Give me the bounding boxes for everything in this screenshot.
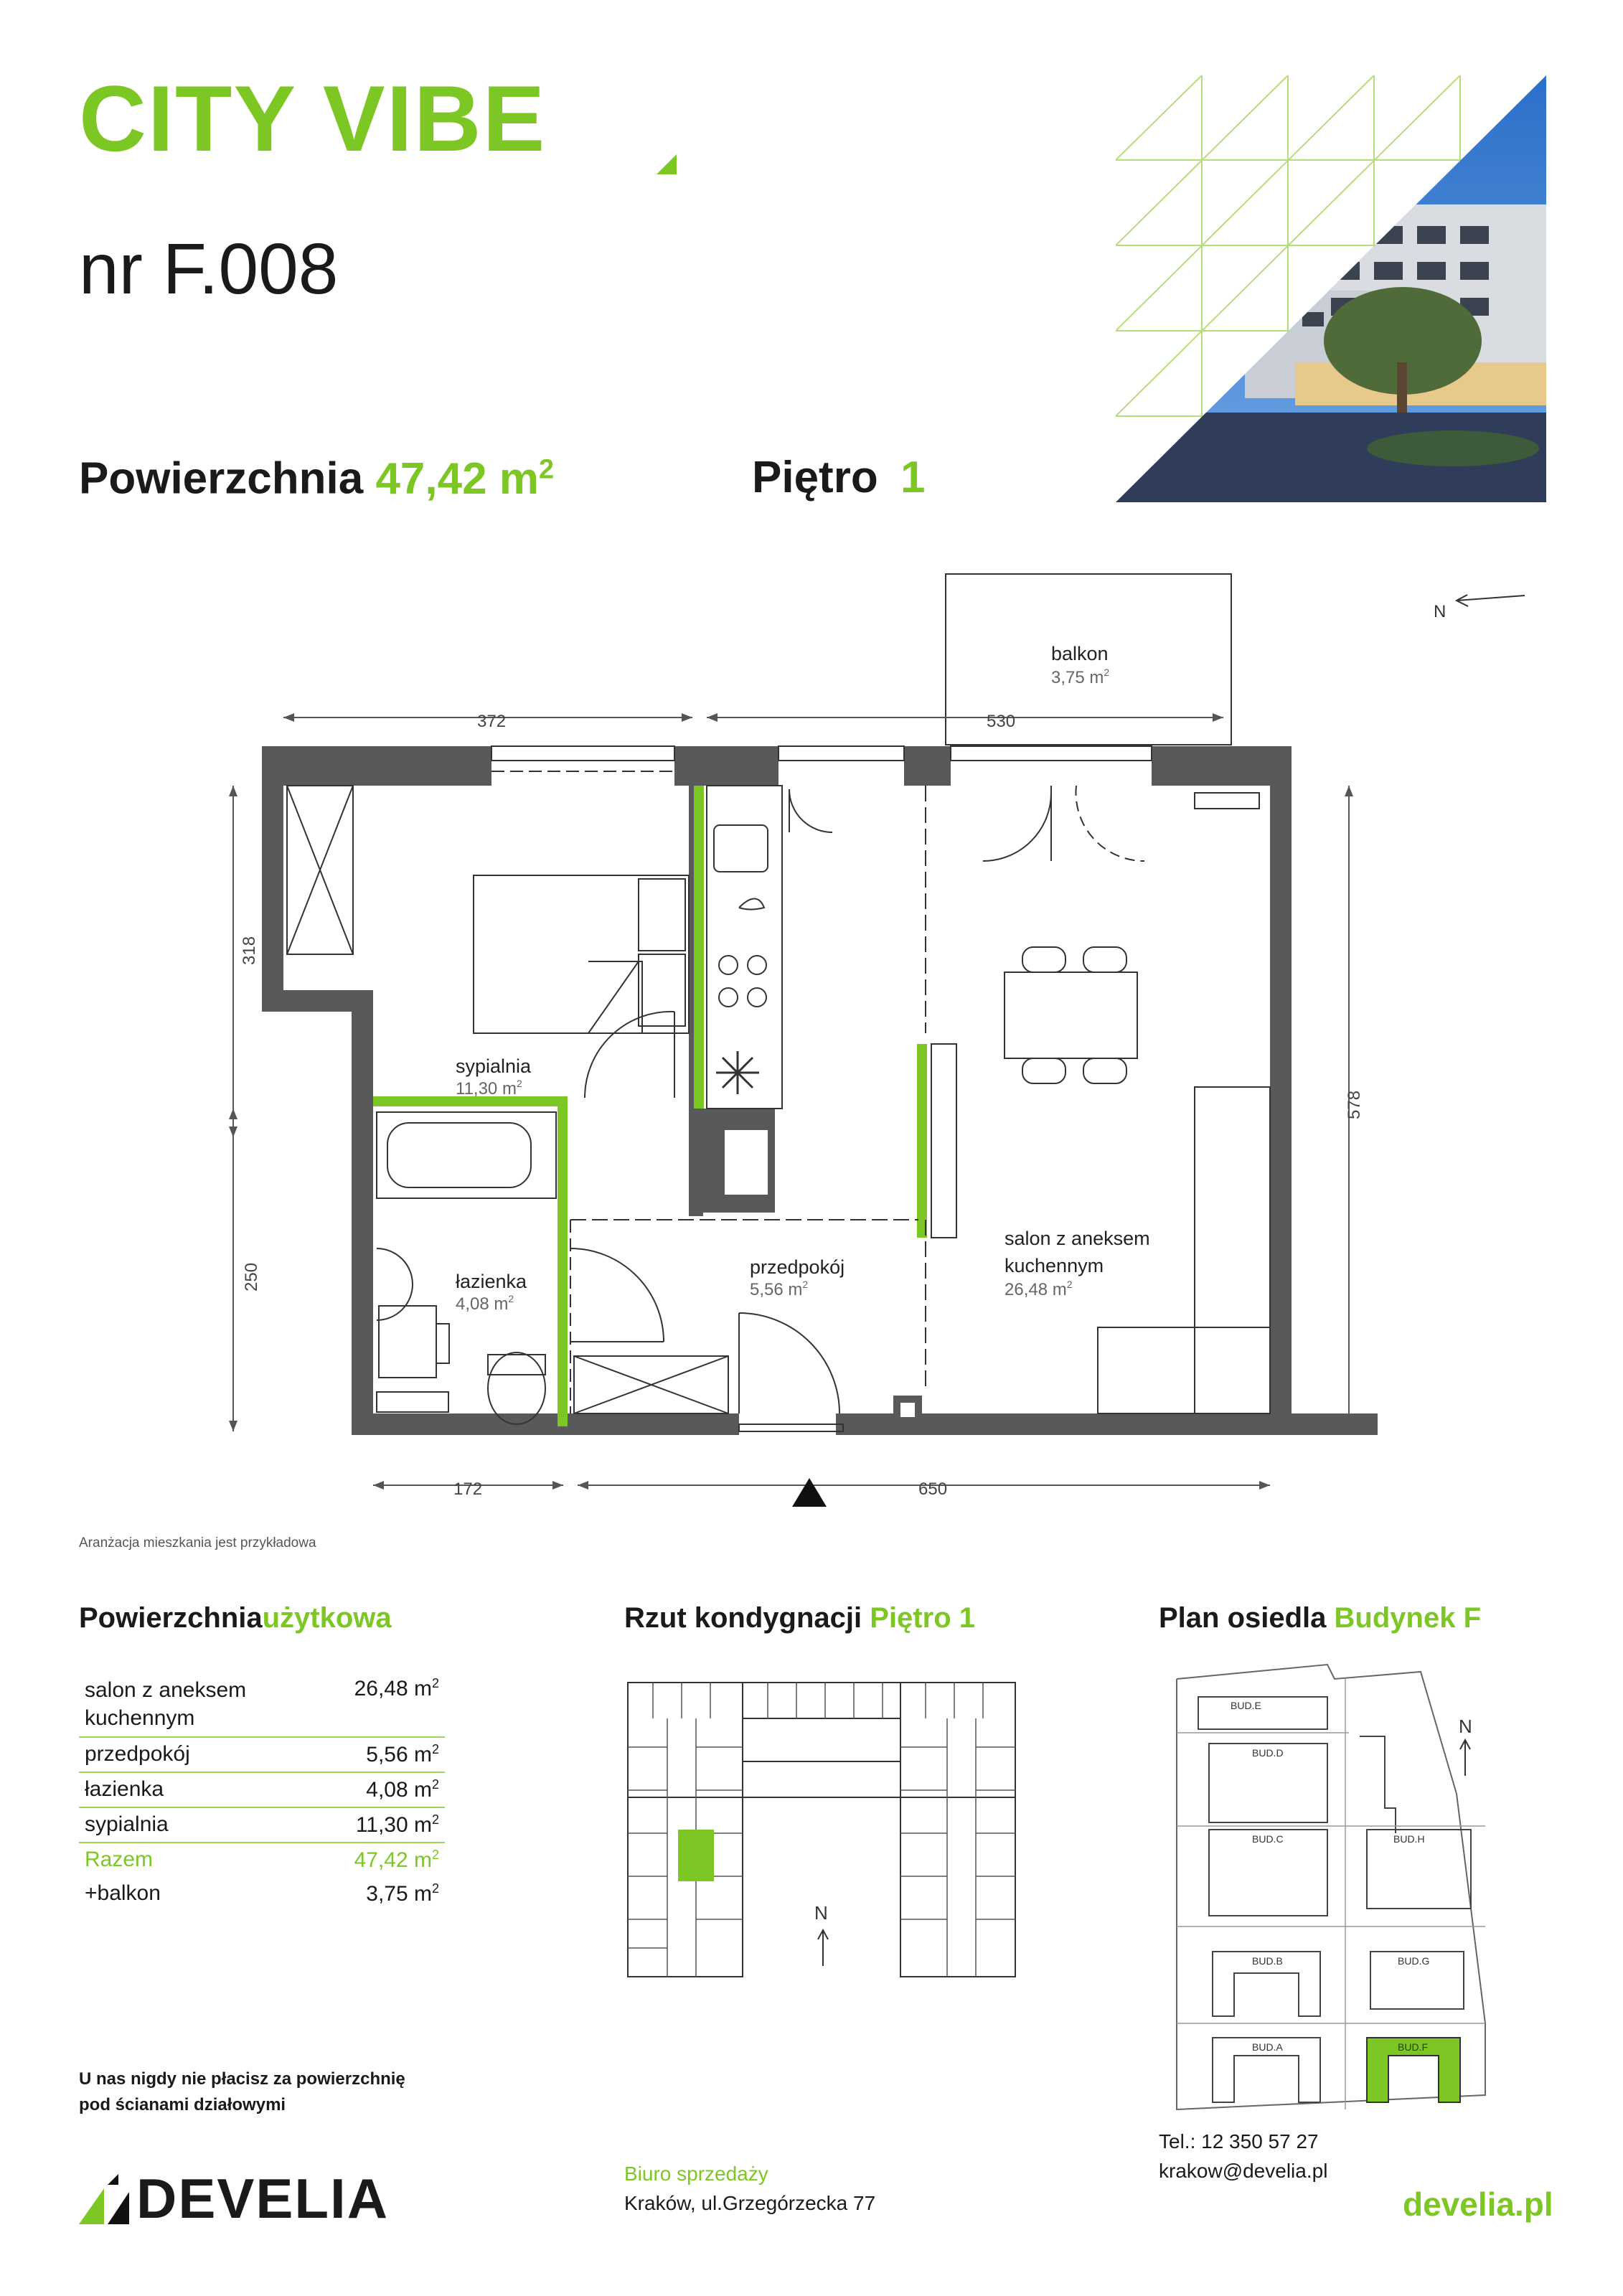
balcony-row (79, 1877, 445, 1911)
row-label: salon z aneksem kuchennym (79, 1672, 327, 1737)
brand-logo-mark (657, 154, 677, 174)
dim-bottom-left: 172 (453, 1479, 483, 1499)
bud-e-label: BUD.E (1231, 1700, 1261, 1711)
north-arrow-icon (1428, 585, 1528, 628)
bud-g-label: BUD.G (1398, 1955, 1430, 1967)
arrangement-note: Aranżacja mieszkania jest przykładowa (79, 1535, 316, 1551)
brand-logo: CITY VIBE (79, 66, 547, 171)
room-name-salon: salon z aneksem (1005, 1228, 1150, 1249)
apartment-floor-plan (215, 560, 1378, 1507)
apartment-number: nr F.008 (79, 229, 339, 309)
area-value: 47,42 $m^2$ (375, 453, 555, 504)
bud-c-label: BUD.C (1252, 1833, 1284, 1845)
floor-stat (752, 453, 926, 502)
freezer-icon (716, 1051, 759, 1094)
bud-h-label: BUD.H (1393, 1833, 1425, 1845)
dim-top-left: 372 (477, 712, 507, 731)
room-name-sypialnia: sypialnia (456, 1055, 532, 1077)
row-label: sypialnia (79, 1807, 327, 1843)
room-name-balkon: balkon (1051, 643, 1109, 664)
estate-plan-heading: Plan osiedla Budynek F (1159, 1602, 1482, 1634)
building-render-image (1116, 75, 1546, 502)
table-row (79, 1772, 445, 1807)
room-area-balkon: 3,75 $m^2$ (1051, 667, 1110, 687)
north-label: N (1434, 602, 1446, 621)
bud-d-label: BUD.D (1252, 1747, 1284, 1759)
office-label: Biuro sprzedaży (624, 2163, 768, 2185)
room-name-lazienka: łazienka (456, 1271, 527, 1292)
room-area-sypialnia: 11,30 $m^2$ (456, 1078, 522, 1098)
bud-a-label: BUD.A (1252, 2041, 1283, 2053)
row-label: łazienka (79, 1772, 327, 1807)
area-label: Powierzchnia (79, 453, 364, 504)
area-stat (79, 453, 555, 504)
total-row (79, 1843, 445, 1877)
room-area-przedpokoj: 5,56 $m^2$ (750, 1279, 809, 1299)
dim-top-right: 530 (987, 712, 1016, 731)
total-label: Razem (85, 1848, 154, 1871)
dim-left-upper: 318 (240, 936, 259, 965)
table-row (79, 1807, 445, 1843)
estate-plan-map (1170, 1650, 1492, 2117)
balcony-value: 3,75 $m^2$ (366, 1881, 439, 1906)
floor-label: Piętro (752, 453, 878, 502)
usable-area-table (79, 1672, 445, 1911)
row-value: 4,08 $m^2$ (327, 1772, 445, 1807)
table-row (79, 1737, 445, 1772)
dim-bottom-right: 650 (918, 1479, 948, 1499)
website-link[interactable]: develia.pl (1403, 2186, 1553, 2223)
row-value: 5,56 $m^2$ (327, 1737, 445, 1772)
row-value: 11,30 $m^2$ (327, 1807, 445, 1843)
develia-logo: DEVELIA (136, 2167, 390, 2230)
room-name-przedpokoj: przedpokój (750, 1256, 845, 1278)
bud-b-label: BUD.B (1252, 1955, 1283, 1967)
floor-value: 1 (900, 453, 926, 502)
room-area-lazienka: 4,08 $m^2$ (456, 1293, 514, 1314)
dim-right: 578 (1345, 1090, 1364, 1119)
table-row (79, 1672, 445, 1737)
highlighted-apartment (678, 1830, 714, 1881)
email-link[interactable]: krakow@develia.pl (1159, 2159, 1328, 2182)
total-value: 47,42 $m^2$ (354, 1848, 439, 1872)
usable-area-heading: Powierzchniaużytkowa (79, 1602, 392, 1634)
slogan: U nas nigdy nie płacisz za powierzchnię pod ścianami działowymi (79, 2069, 405, 2114)
row-label: przedpokój (79, 1737, 327, 1772)
room-name-salon-2: kuchennym (1005, 1255, 1104, 1276)
entrance-marker-icon (788, 1478, 831, 1507)
estate-north-label: N (1459, 1716, 1472, 1737)
office-address: Kraków, ul.Grzegórzecka 77 (624, 2191, 876, 2214)
sales-office (624, 2160, 875, 2218)
row-value: 26,48 $m^2$ (327, 1672, 445, 1737)
thumb-north-label: N (814, 1902, 828, 1924)
floor-plan-heading: Rzut kondygnacji Piętro 1 (624, 1602, 975, 1634)
balcony-label: +balkon (85, 1881, 161, 1905)
dim-left-lower: 250 (242, 1262, 261, 1292)
develia-logo-mark-icon (79, 2174, 129, 2224)
bud-f-label: BUD.F (1398, 2041, 1428, 2053)
room-area-salon: 26,48 $m^2$ (1005, 1279, 1073, 1299)
phone[interactable]: Tel.: 12 350 57 27 (1159, 2130, 1319, 2152)
contact (1159, 2127, 1327, 2186)
floor-plan-thumbnail (624, 1675, 1019, 1980)
